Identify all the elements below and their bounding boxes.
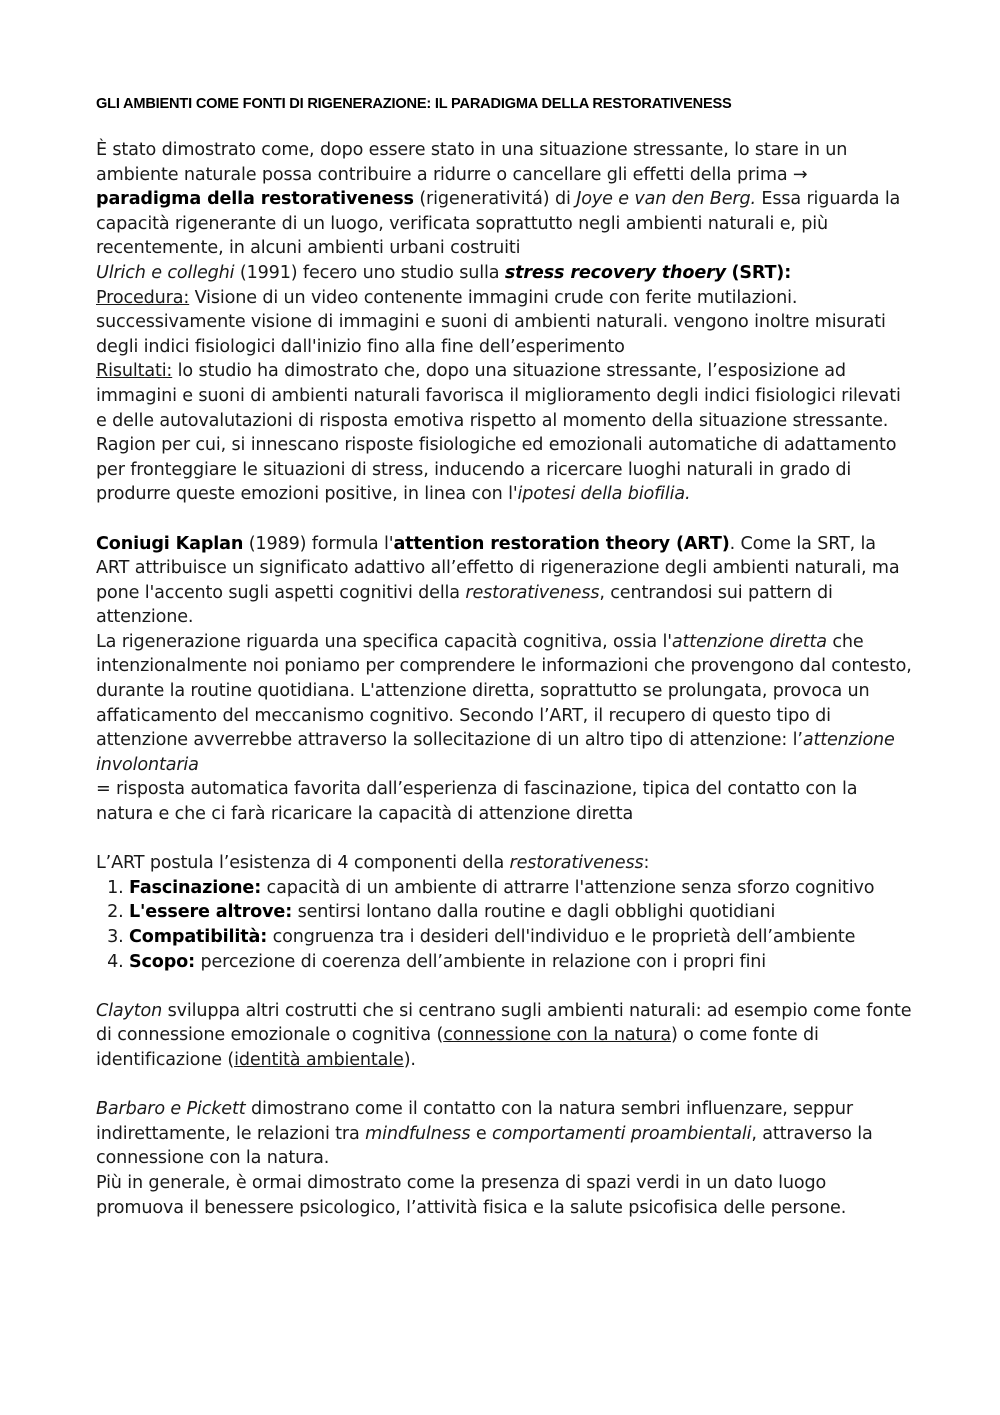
label-risultati: Risultati: xyxy=(96,361,173,382)
term-attenzione-involontaria: attenzione involontaria xyxy=(96,730,895,775)
text: (1991) fecero uno studio sulla xyxy=(239,262,500,283)
term-biofilia: ipotesi della biofilia. xyxy=(517,484,691,505)
paragraph-art xyxy=(96,532,912,630)
author-citation: Clayton xyxy=(96,1000,163,1021)
component-desc: congruenza tra i desideri dell'individuo e le proprietà dell’ambiente xyxy=(272,927,856,947)
text: e xyxy=(475,1123,487,1144)
paragraph-conclusion: Più in generale, è ormai dimostrato come la presenza di spazi verdi in un dato luogo promuova il benessere psicologico, l’attività fisica e la salute psicofisica delle persone. xyxy=(96,1172,847,1218)
component-term: Fascinazione: xyxy=(129,877,262,898)
text: , attraverso la connessione con la natura. xyxy=(96,1123,873,1169)
text: sviluppa altri costrutti che si centrano sugli ambienti naturali: ad esempio come fonte di connessione emozionale o cognitiva ( xyxy=(96,1000,912,1046)
components-list xyxy=(96,876,912,974)
list-item xyxy=(129,900,912,925)
text: ) o come fonte di identificazione ( xyxy=(96,1025,819,1070)
term-srt: stress recovery thoery xyxy=(504,262,726,283)
text: La rigenerazione riguarda una specifica capacità cognitiva, ossia l' xyxy=(96,631,672,652)
text: Essa riguarda la capacità rigenerante di un luogo, verificata soprattutto negli ambienti naturali e, più recentemente, in alcuni ambienti urbani costruiti xyxy=(96,189,901,259)
paragraph-procedura xyxy=(96,286,912,360)
text: È stato dimostrato come, dopo essere stato in una situazione stressante, lo stare in un ambiente naturale possa contribuire a ridurre o cancellare gli effetti della prima → xyxy=(96,140,848,185)
document-title: GLI AMBIENTI COME FONTI DI RIGENERAZIONE: IL PARADIGMA DELLA RESTORATIVENESS xyxy=(96,96,732,112)
text: lo studio ha dimostrato che, dopo una situazione stressante, l’esposizione ad immagini e suoni di ambienti naturali favorisca il miglioramento degli indici fisiologici rilevati e delle autovalutazioni di risposta emotiva rispetto al momento della situazione stressante. xyxy=(96,361,901,431)
text: (1989) formula l' xyxy=(248,533,394,554)
term-art: attention restoration theory (ART) xyxy=(393,533,730,554)
term-mindfulness: mindfulness xyxy=(365,1123,471,1144)
paragraph-restorativeness-intro xyxy=(96,138,912,261)
component-term: Scopo: xyxy=(129,951,196,972)
paragraph-biofilia xyxy=(96,433,912,507)
list-item xyxy=(129,876,912,901)
term-srt-abbrev: (SRT): xyxy=(731,262,792,283)
text: = risposta automatica favorita dall’esperienza di fascinazione, tipica del contatto con la natura e che ci farà ricaricare la capacità di attenzione diretta xyxy=(96,779,858,825)
list-item xyxy=(129,925,912,950)
text: ). xyxy=(403,1049,416,1070)
component-desc: sentirsi lontano dalla routine e dagli obblighi quotidiani xyxy=(297,902,776,923)
author-citation: Coniugi Kaplan xyxy=(96,533,244,554)
text: , centrandosi sui pattern di attenzione. xyxy=(96,582,833,628)
paragraph-risultati xyxy=(96,359,912,433)
text: dimostrano come il contatto con la natura sembri influenzare, seppur indirettamente, le relazioni tra xyxy=(96,1099,853,1144)
component-desc: capacità di un ambiente di attrarre l'attenzione senza sforzo cognitivo xyxy=(266,877,875,898)
component-desc: percezione di coerenza dell’ambiente in relazione con i propri fini xyxy=(200,951,767,972)
text: che intenzionalmente noi poniamo per comprendere le informazioni che provengono dal contesto, durante la routine quotidiana. L'attenzione diretta, soprattutto se prolungata, provoca un affaticamento del meccanismo cognitivo. Secondo l’ART, il recupero di questo tipo di attenzione avverrebbe attraverso la sollecitazione di un altro tipo di attenzione: l’ xyxy=(96,631,912,751)
paragraph-clayton xyxy=(96,999,912,1073)
paragraph-barbaro-pickett xyxy=(96,1097,912,1171)
list-item xyxy=(129,950,912,975)
term-connessione-natura: connessione con la natura xyxy=(443,1025,672,1046)
author-citation: Joye e van den Berg. xyxy=(576,189,756,210)
term-comportamenti-proambientali: comportamenti proambientali xyxy=(491,1123,752,1144)
paragraph-attenzione xyxy=(96,630,912,827)
term-restorativeness: restorativeness xyxy=(465,582,600,603)
text: : xyxy=(643,853,650,874)
term-identita-ambientale: identità ambientale xyxy=(234,1049,404,1070)
text: (rigenerativitá) di xyxy=(419,189,571,210)
component-term: Compatibilità: xyxy=(129,927,268,947)
component-term: L'essere altrove: xyxy=(129,902,293,923)
author-citation: Barbaro e Pickett xyxy=(96,1099,246,1120)
term-restorativeness: paradigma della restorativeness xyxy=(96,189,414,210)
document-page xyxy=(96,94,912,1220)
text: Ragion per cui, si innescano risposte fisiologiche ed emozionali automatiche di adattamento per fronteggiare le situazioni di stress, inducendo a ricercare luoghi naturali in grado di produrre queste emozioni positive, in linea con l' xyxy=(96,435,897,505)
text: L’ART postula l’esistenza di 4 componenti della xyxy=(96,853,505,874)
text: . Come la SRT, la ART attribuisce un significato adattivo all’effetto di rigenerazione degli ambienti naturali, ma pone l'accento sugli aspetti cognitivi della xyxy=(96,533,900,603)
label-procedura: Procedura: xyxy=(96,287,190,308)
text: Visione di un video contenente immagini crude con ferite mutilazioni. successivamente visione di immagini e suoni di ambienti naturali. vengono inoltre misurati degli indici fisiologici dall'inizio fino alla fine dell’esperimento xyxy=(96,287,886,357)
paragraph-components-intro xyxy=(96,851,912,876)
paragraph-srt xyxy=(96,261,912,286)
term-restorativeness: restorativeness xyxy=(509,853,644,874)
term-attenzione-diretta: attenzione diretta xyxy=(671,631,827,652)
author-citation: Ulrich e colleghi xyxy=(96,262,235,283)
